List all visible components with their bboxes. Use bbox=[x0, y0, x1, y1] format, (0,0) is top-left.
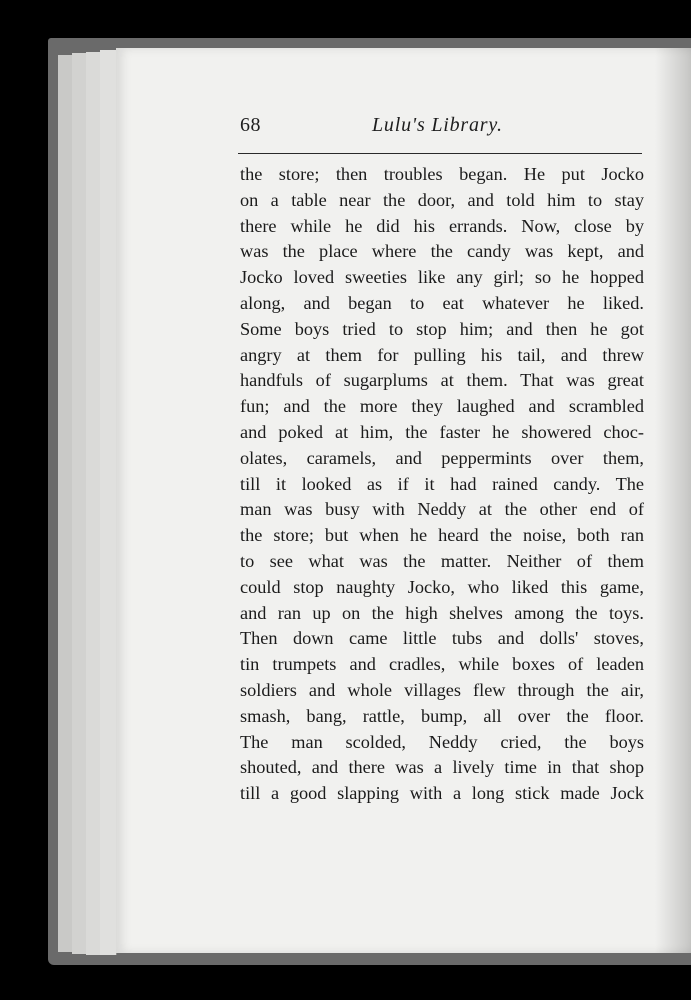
text-line: man was busy with Neddy at the other end of bbox=[240, 499, 644, 520]
text-line: Jocko loved sweeties like any girl; so he hopped bbox=[240, 267, 644, 288]
text-line: angry at them for pulling his tail, and threw bbox=[240, 344, 644, 365]
page-edge bbox=[72, 53, 87, 954]
text-line: could stop naughty Jocko, who liked this game, bbox=[240, 576, 644, 597]
text-line: on a table near the door, and told him to stay bbox=[240, 189, 644, 210]
text-line: handfuls of sugarplums at them. That was great bbox=[240, 370, 644, 391]
text-line: till a good slapping with a long stick made Jock bbox=[240, 783, 644, 804]
text-line: and ran up on the high shelves among the toys. bbox=[240, 602, 644, 623]
text-line: to see what was the matter. Neither of them bbox=[240, 550, 644, 571]
page-number: 68 bbox=[240, 114, 261, 136]
text-line: along, and began to eat whatever he liked. bbox=[240, 292, 644, 313]
text-line: there while he did his errands. Now, close by bbox=[240, 215, 644, 236]
text-line: fun; and the more they laughed and scrambled bbox=[240, 396, 644, 417]
header-rule bbox=[238, 153, 642, 154]
body-text bbox=[240, 162, 644, 807]
text-line: smash, bang, rattle, bump, all over the floor. bbox=[240, 705, 644, 726]
text-line: olates, caramels, and peppermints over them, bbox=[240, 447, 644, 468]
running-head bbox=[240, 114, 640, 144]
page-edge bbox=[86, 52, 101, 955]
text-line: shouted, and there was a lively time in that shop bbox=[240, 757, 644, 778]
page-edge bbox=[100, 50, 117, 955]
running-title: Lulu's Library. bbox=[372, 114, 503, 136]
text-line: The man scolded, Neddy cried, the boys bbox=[240, 731, 644, 752]
spine-shadow bbox=[655, 48, 691, 953]
text-line: and poked at him, the faster he showered choc- bbox=[240, 421, 644, 442]
page-edge bbox=[58, 55, 73, 952]
text-line: tin trumpets and cradles, while boxes of leaden bbox=[240, 654, 644, 675]
text-line: Some boys tried to stop him; and then he got bbox=[240, 318, 644, 339]
text-line: soldiers and whole villages flew through the air, bbox=[240, 679, 644, 700]
text-line: till it looked as if it had rained candy. The bbox=[240, 473, 644, 494]
text-line: Then down came little tubs and dolls' stoves, bbox=[240, 628, 644, 649]
text-line: the store; but when he heard the noise, both ran bbox=[240, 525, 644, 546]
text-line: was the place where the candy was kept, and bbox=[240, 241, 644, 262]
text-line: the store; then troubles began. He put Jocko bbox=[240, 164, 644, 184]
